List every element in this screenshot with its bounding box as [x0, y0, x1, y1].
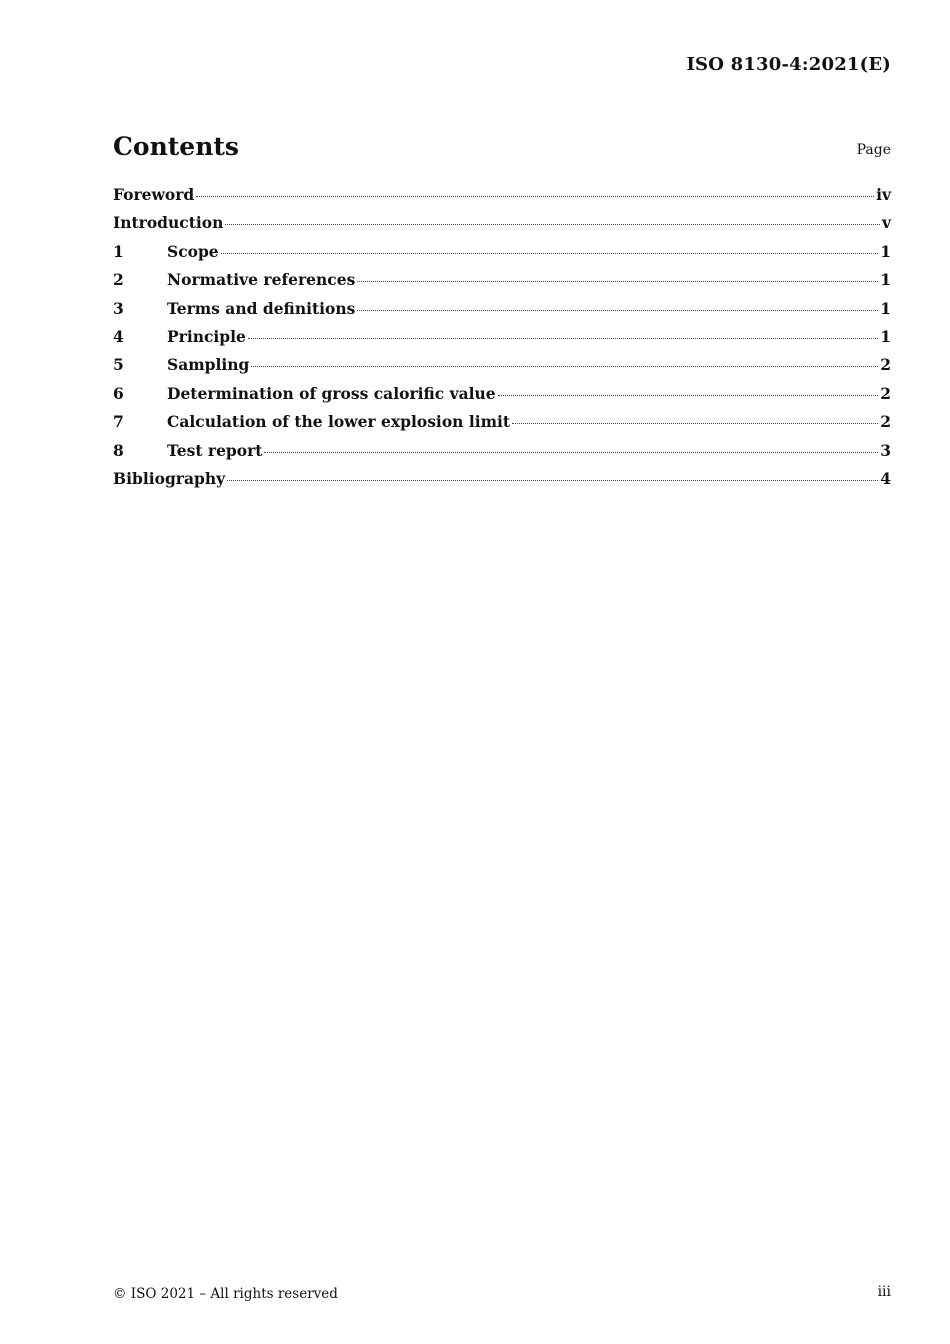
dot-leader — [512, 423, 878, 424]
toc-entry-number: 6 — [113, 383, 124, 403]
toc-entry-page[interactable]: 2 — [880, 383, 891, 403]
toc-entry-page[interactable]: v — [881, 213, 891, 233]
toc-entry-introduction[interactable] — [113, 213, 891, 241]
dot-leader — [248, 338, 878, 339]
toc-entry-page[interactable]: 2 — [880, 355, 891, 375]
document-id: ISO 8130-4:2021(E) — [686, 54, 891, 75]
toc-entry-title[interactable]: Terms and definitions — [167, 298, 356, 318]
toc-entry-title[interactable]: Determination of gross calorific value — [167, 383, 496, 403]
toc-entry-number: 1 — [113, 241, 124, 261]
toc-entry-sampling[interactable] — [113, 355, 891, 383]
copyright-notice: © ISO 2021 – All rights reserved — [113, 1286, 338, 1302]
toc-entry-number: 8 — [113, 440, 124, 460]
toc-entry-principle[interactable] — [113, 327, 891, 355]
toc-entry-title[interactable]: Bibliography — [113, 468, 226, 488]
dot-leader — [221, 253, 879, 254]
toc-entry-number: 7 — [113, 412, 124, 432]
dot-leader — [225, 224, 880, 225]
toc-entry-page[interactable]: 1 — [880, 270, 891, 290]
dot-leader — [264, 452, 878, 453]
toc-entry-test-report[interactable] — [113, 441, 891, 469]
toc-entry-title[interactable]: Normative references — [167, 270, 356, 290]
toc-entry-foreword[interactable] — [113, 185, 891, 213]
table-of-contents — [113, 185, 891, 497]
footer-page-number: iii — [877, 1284, 891, 1300]
toc-entry-title[interactable]: Principle — [167, 326, 246, 346]
toc-entry-title[interactable]: Calculation of the lower explosion limit — [167, 412, 511, 432]
page-column-label: Page — [856, 142, 891, 158]
dot-leader — [357, 310, 878, 311]
toc-entry-page[interactable]: 1 — [880, 241, 891, 261]
toc-entry-page[interactable]: iv — [876, 185, 891, 204]
toc-entry-terms-and-definitions[interactable] — [113, 299, 891, 327]
contents-title: Contents — [113, 132, 240, 161]
toc-entry-title[interactable]: Introduction — [113, 213, 224, 233]
dot-leader — [196, 196, 874, 197]
dot-leader — [251, 366, 878, 367]
toc-entry-scope[interactable] — [113, 242, 891, 270]
toc-entry-title[interactable]: Scope — [167, 241, 219, 261]
toc-entry-page[interactable]: 4 — [880, 468, 891, 488]
toc-entry-lower-explosion-limit[interactable] — [113, 412, 891, 440]
toc-entry-number: 2 — [113, 270, 124, 290]
dot-leader — [357, 281, 878, 282]
toc-entry-title[interactable]: Foreword — [113, 185, 195, 204]
toc-entry-gross-calorific-value[interactable] — [113, 384, 891, 412]
toc-entry-number: 5 — [113, 355, 124, 375]
toc-entry-normative-references[interactable] — [113, 270, 891, 298]
toc-entry-number: 3 — [113, 298, 124, 318]
toc-entry-page[interactable]: 3 — [880, 440, 891, 460]
dot-leader — [227, 480, 878, 481]
toc-entry-page[interactable]: 1 — [880, 298, 891, 318]
toc-entry-title[interactable]: Test report — [167, 440, 263, 460]
toc-entry-title[interactable]: Sampling — [167, 355, 250, 375]
toc-entry-page[interactable]: 2 — [880, 412, 891, 432]
toc-entry-page[interactable]: 1 — [880, 326, 891, 346]
toc-entry-bibliography[interactable] — [113, 469, 891, 497]
toc-entry-number: 4 — [113, 326, 124, 346]
dot-leader — [498, 395, 879, 396]
